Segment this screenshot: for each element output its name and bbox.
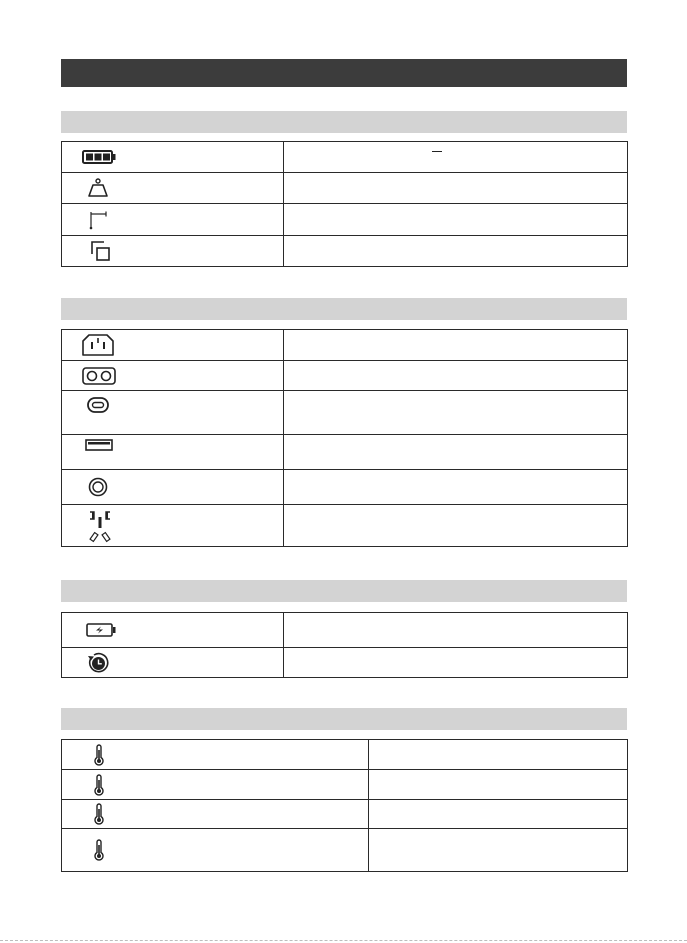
icon-cell <box>62 236 284 267</box>
value-cell <box>369 829 628 872</box>
table-row <box>62 648 628 678</box>
table-row <box>62 391 628 435</box>
table-row <box>62 330 628 361</box>
value-cell <box>284 330 628 361</box>
table-row <box>62 800 628 829</box>
spec-table <box>61 612 628 678</box>
value-cell <box>284 361 628 391</box>
battery-charging-icon <box>86 623 116 637</box>
spec-table <box>61 329 628 547</box>
usb-c-port-icon <box>87 397 109 413</box>
icon-cell <box>62 204 284 236</box>
value-cell <box>369 770 628 800</box>
dash-mark <box>432 151 442 152</box>
table-row <box>62 173 628 204</box>
usb-a-port-icon <box>85 439 113 451</box>
value-cell <box>284 173 628 204</box>
table-row <box>62 435 628 470</box>
value-cell <box>284 435 628 470</box>
section-header <box>61 580 627 602</box>
weight-scale-icon <box>87 178 109 198</box>
table-row <box>62 204 628 236</box>
icon-cell <box>62 470 284 505</box>
value-cell <box>284 236 628 267</box>
dc-round-port-icon <box>88 477 108 497</box>
icon-cell <box>62 648 284 678</box>
table-row <box>62 505 628 547</box>
section-header <box>61 298 627 320</box>
icon-cell <box>62 800 369 829</box>
table-row <box>62 770 628 800</box>
icon-cell <box>62 391 284 435</box>
battery-full-icon <box>82 150 116 164</box>
value-cell <box>284 648 628 678</box>
table-row <box>62 829 628 872</box>
icon-cell <box>62 770 369 800</box>
thermometer-icon <box>93 803 105 825</box>
spec-table <box>61 739 628 872</box>
icon-cell <box>62 435 284 470</box>
icon-cell <box>62 361 284 391</box>
value-cell <box>284 142 628 173</box>
icon-cell <box>62 173 284 204</box>
value-cell <box>284 391 628 435</box>
table-row <box>62 361 628 391</box>
icon-cell <box>62 740 369 770</box>
thermometer-icon <box>93 839 105 861</box>
icon-cell <box>62 613 284 648</box>
solar-input-icon <box>87 509 113 543</box>
table-row <box>62 613 628 648</box>
value-cell <box>284 204 628 236</box>
thermometer-icon <box>93 744 105 766</box>
dimensions-icon <box>88 210 108 230</box>
icon-cell <box>62 829 369 872</box>
table-row <box>62 142 628 173</box>
icon-cell <box>62 330 284 361</box>
value-cell <box>284 470 628 505</box>
value-cell <box>284 505 628 547</box>
table-row <box>62 470 628 505</box>
section-header <box>61 708 627 730</box>
value-cell <box>369 800 628 829</box>
page-edge-dots <box>0 940 687 941</box>
cycle-life-icon <box>86 651 110 675</box>
spec-table <box>61 141 628 267</box>
table-row <box>62 740 628 770</box>
dual-port-icon <box>82 367 116 385</box>
value-cell <box>284 613 628 648</box>
value-cell <box>369 740 628 770</box>
section-header <box>61 111 627 133</box>
icon-cell <box>62 505 284 547</box>
thermometer-icon <box>93 774 105 796</box>
table-row <box>62 236 628 267</box>
icon-cell <box>62 142 284 173</box>
document-title-bar <box>61 59 627 87</box>
copy-squares-icon <box>90 240 112 262</box>
ac-outlet-icon <box>82 334 114 356</box>
